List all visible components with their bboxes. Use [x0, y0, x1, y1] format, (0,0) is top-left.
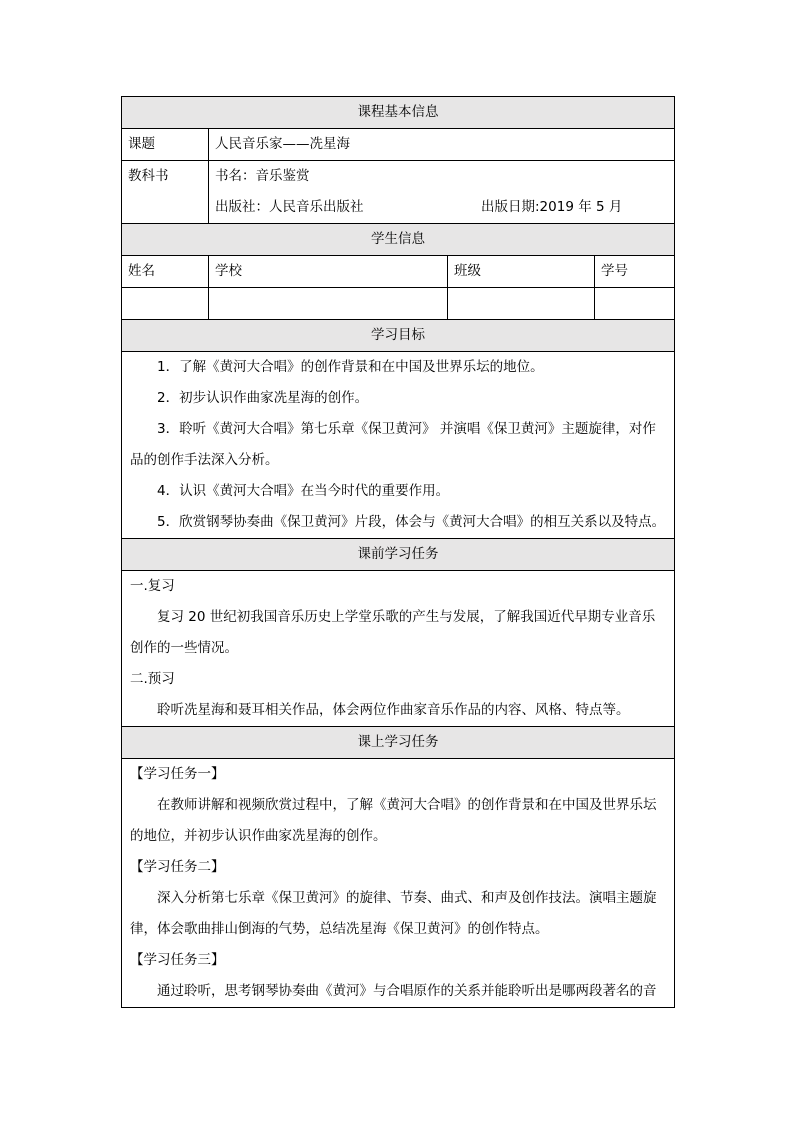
in-class-cell	[122, 759, 675, 1008]
section-header-in-class: 课上学习任务	[122, 727, 675, 759]
book-publisher: 出版社：人民音乐出版社	[215, 199, 364, 215]
task-text: 在教师讲解和视频欣赏过程中，了解《黄河大合唱》的创作背景和在中国及世界乐坛的地位，并初步认识作曲家冼星海的创作。	[130, 797, 657, 844]
task-text: 通过聆听，思考钢琴协奏曲《黄河》与合唱原作的关系并能聆听出是哪两段著名的音	[157, 983, 657, 999]
lesson-plan-sheet	[121, 96, 674, 1008]
textbook-label	[122, 161, 209, 224]
topic-label: 课题	[122, 129, 209, 161]
in-class-content	[130, 759, 666, 1007]
topic-value: 人民音乐家——冼星海	[209, 129, 675, 161]
task-text: 深入分析第七乐章《保卫黄河》的旋律、节奏、曲式、和声及创作技法。演唱主题旋律，体会歌曲排山倒海的气势，总结冼星海《保卫黄河》的创作特点。	[130, 890, 657, 937]
book-pub-date: 出版日期:2019 年 5 月	[481, 199, 623, 215]
book-title: 书名：音乐鉴赏	[215, 168, 310, 184]
lesson-plan-table	[121, 96, 675, 1008]
section-header-basic-info: 课程基本信息	[122, 97, 675, 129]
student-col-school: 学校	[209, 256, 448, 288]
goal-item: 1．了解《黄河大合唱》的创作背景和在中国及世界乐坛的地位。	[157, 359, 544, 375]
student-name-field[interactable]	[122, 288, 209, 320]
review-text: 复习 20 世纪初我国音乐历史上学堂乐歌的产生与发展，了解我国近代早期专业音乐创作的一些情况。	[130, 609, 656, 656]
student-class-field[interactable]	[448, 288, 595, 320]
task-title: 【学习任务二】	[130, 859, 225, 875]
student-col-name: 姓名	[122, 256, 209, 288]
book-publisher-row	[215, 192, 668, 223]
task-title: 【学习任务三】	[130, 952, 225, 968]
goal-item: 5．欣赏钢琴协奏曲《保卫黄河》片段，体会与《黄河大合唱》的相互关系以及特点。	[157, 514, 666, 530]
student-id-field[interactable]	[595, 288, 675, 320]
section-header-student-info: 学生信息	[122, 224, 675, 256]
student-col-id: 学号	[595, 256, 675, 288]
student-col-class: 班级	[448, 256, 595, 288]
preview-text: 聆听冼星海和聂耳相关作品，体会两位作曲家音乐作品的内容、风格、特点等。	[157, 702, 630, 718]
pre-class-cell	[122, 571, 675, 727]
goals-cell	[122, 352, 675, 539]
section-header-pre-class: 课前学习任务	[122, 539, 675, 571]
textbook-label-text: 教科书	[128, 168, 169, 184]
task-title: 【学习任务一】	[130, 766, 225, 782]
goal-item: 4．认识《黄河大合唱》在当今时代的重要作用。	[157, 483, 450, 499]
textbook-info	[209, 161, 675, 224]
section-header-goals: 学习目标	[122, 320, 675, 352]
student-school-field[interactable]	[209, 288, 448, 320]
preview-title: 二.预习	[130, 671, 175, 687]
goal-item: 2．初步认识作曲家冼星海的创作。	[157, 390, 369, 406]
goal-item: 3．聆听《黄河大合唱》第七乐章《保卫黄河》 并演唱《保卫黄河》主题旋律，对作品的创作手法深入分析。	[130, 421, 656, 468]
review-title: 一.复习	[130, 578, 175, 594]
